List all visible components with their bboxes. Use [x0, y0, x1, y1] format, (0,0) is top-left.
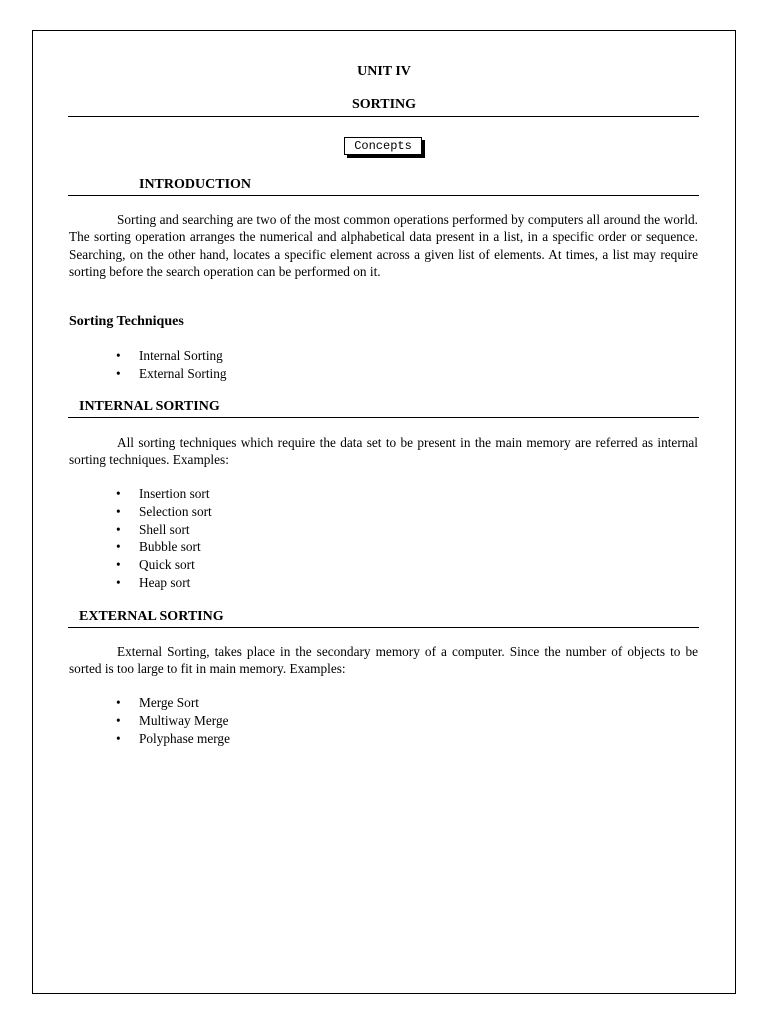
bullet-icon: •: [116, 695, 121, 710]
list-item: • Quick sort: [116, 557, 195, 573]
concepts-label-box: Concepts: [344, 137, 422, 155]
bullet-icon: •: [116, 712, 121, 728]
sorting-techniques-list: [116, 347, 227, 383]
subject-title: SORTING: [351, 97, 417, 112]
bullet-icon: •: [116, 539, 121, 555]
bullet-icon: •: [116, 521, 121, 537]
bullet-icon: •: [116, 730, 121, 746]
external-sorting-paragraph: External Sorting, takes place in the secondary memory of a computer. Since the number of objects to be sorted is too large to fit in main memory. Examples:: [69, 644, 698, 677]
internal-sorting-rule: [68, 417, 699, 418]
sorting-techniques-heading: Sorting Techniques: [69, 314, 184, 329]
list-item: • External Sorting: [116, 365, 227, 381]
list-item: • Insertion sort: [116, 486, 210, 501]
bullet-icon: •: [116, 503, 121, 519]
introduction-rule: [68, 195, 699, 196]
internal-sorting-paragraph: All sorting techniques which require the data set to be present in the main memory are referred as internal sorting techniques. Examples:: [69, 435, 698, 468]
bullet-icon: •: [116, 486, 121, 501]
bullet-icon: •: [116, 348, 121, 363]
list-item: • Multiway Merge: [116, 712, 229, 728]
list-item: • Merge Sort: [116, 695, 199, 710]
internal-sorting-list: [116, 485, 212, 592]
title-rule: [68, 116, 699, 117]
bullet-icon: •: [116, 365, 121, 381]
external-sorting-heading: EXTERNAL SORTING: [79, 609, 224, 624]
list-item: • Bubble sort: [116, 539, 201, 555]
list-item: • Polyphase merge: [116, 730, 230, 746]
internal-sorting-heading: INTERNAL SORTING: [79, 399, 220, 414]
list-item: • Shell sort: [116, 521, 190, 537]
introduction-heading: INTRODUCTION: [139, 177, 252, 192]
list-item: • Heap sort: [116, 574, 191, 590]
external-sorting-rule: [68, 627, 699, 628]
introduction-paragraph: Sorting and searching are two of the most common operations performed by computers all around the world. The sorting operation arranges the numerical and alphabetical data present in a list, in a specific order or sequence. Searching, on the other hand, locates a specific element across a given list of elements. At times, a list may require sorting before the search operation can be performed on it.: [69, 212, 698, 279]
list-item: • Internal Sorting: [116, 348, 223, 363]
bullet-icon: •: [116, 557, 121, 573]
unit-title: UNIT IV: [357, 64, 411, 79]
list-item: • Selection sort: [116, 503, 212, 519]
bullet-icon: •: [116, 574, 121, 590]
external-sorting-list: [116, 694, 230, 747]
